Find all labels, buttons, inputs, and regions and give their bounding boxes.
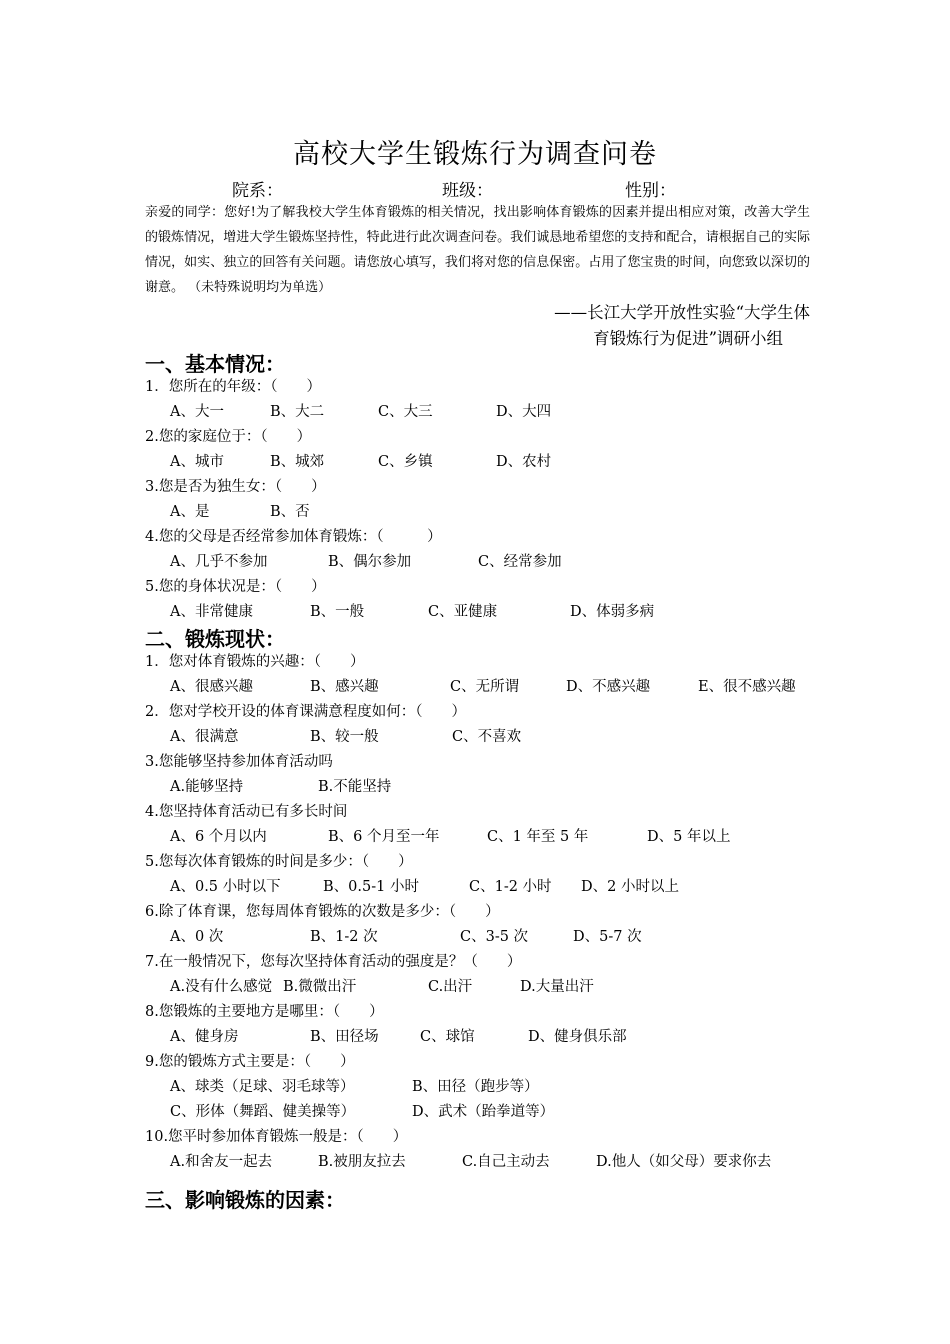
option: A、几乎不参加 <box>170 554 268 570</box>
option: D、健身俱乐部 <box>528 1029 627 1045</box>
option: B.被朋友拉去 <box>318 1154 406 1170</box>
option: A、很感兴趣 <box>170 679 253 695</box>
option: E、很不感兴趣 <box>698 679 796 695</box>
question: 4.您的父母是否经常参加体育锻炼：（ ） <box>145 529 442 545</box>
respondent-info-line <box>0 176 950 200</box>
gender-field-label: 性别： <box>625 181 676 201</box>
section-heading: 二、锻炼现状： <box>145 627 285 651</box>
option: A、大一 <box>170 404 224 420</box>
option: D、5-7 次 <box>573 929 642 945</box>
department-field-label: 院系： <box>232 181 283 201</box>
question: 2．您对学校开设的体育课满意程度如何：（ ） <box>145 704 466 720</box>
section-heading: 三、影响锻炼的因素： <box>145 1188 345 1212</box>
question: 6.除了体育课，您每周体育锻炼的次数是多少：（ ） <box>145 904 500 920</box>
option: D.他人（如父母）要求你去 <box>596 1154 772 1170</box>
option: A、城市 <box>170 454 224 470</box>
option: B、6 个月至一年 <box>328 829 440 845</box>
option: C.自己主动去 <box>462 1154 550 1170</box>
option: B、偶尔参加 <box>328 554 412 570</box>
option: B、一般 <box>310 604 365 620</box>
option: A.能够坚持 <box>170 779 244 795</box>
option: C.出汗 <box>428 979 473 995</box>
option: B.不能坚持 <box>318 779 392 795</box>
question: 5.您的身体状况是：（ ） <box>145 579 326 595</box>
question: 4.您坚持体育活动已有多长时间 <box>145 804 348 820</box>
option: A、6 个月以内 <box>170 829 267 845</box>
signature-line-1: ——长江大学开放性实验“大学生体 <box>554 303 810 322</box>
option: C、经常参加 <box>478 554 562 570</box>
option: B、否 <box>270 504 310 520</box>
option: B、感兴趣 <box>310 679 379 695</box>
question: 3.您是否为独生女：（ ） <box>145 479 326 495</box>
section-heading: 一、基本情况： <box>145 352 285 376</box>
question: 10.您平时参加体育锻炼一般是：（ ） <box>145 1129 408 1145</box>
option: A、是 <box>170 504 210 520</box>
option: A、0.5 小时以下 <box>170 879 281 895</box>
option: B、城郊 <box>270 454 325 470</box>
option: B、1-2 次 <box>310 929 378 945</box>
option: D、体弱多病 <box>570 604 655 620</box>
option: D.大量出汗 <box>520 979 594 995</box>
page-title: 高校大学生锻炼行为调查问卷 <box>293 139 657 170</box>
option: C、球馆 <box>420 1029 475 1045</box>
option: A、健身房 <box>170 1029 239 1045</box>
option: D、大四 <box>496 404 552 420</box>
option: C、乡镇 <box>378 454 433 470</box>
option: D、农村 <box>496 454 552 470</box>
option: C、亚健康 <box>428 604 498 620</box>
option: B、大二 <box>270 404 325 420</box>
option: A、很满意 <box>170 729 239 745</box>
signature-line-2: 育锻炼行为促进”调研小组 <box>593 329 783 348</box>
question: 9.您的锻炼方式主要是：（ ） <box>145 1054 355 1070</box>
option: D、5 年以上 <box>647 829 731 845</box>
option: C、大三 <box>378 404 433 420</box>
option: D、不感兴趣 <box>566 679 651 695</box>
class-field-label: 班级： <box>442 181 493 201</box>
option: B、田径（跑步等） <box>412 1079 539 1095</box>
option: A、非常健康 <box>170 604 253 620</box>
question: 2.您的家庭位于：（ ） <box>145 429 312 445</box>
question: 1．您对体育锻炼的兴趣：（ ） <box>145 654 365 670</box>
question: 7.在一般情况下，您每次坚持体育活动的强度是？（ ） <box>145 954 522 970</box>
option: B、田径场 <box>310 1029 379 1045</box>
question: 5.您每次体育锻炼的时间是多少：（ ） <box>145 854 413 870</box>
option: B、较一般 <box>310 729 379 745</box>
option: C、形体（舞蹈、健美操等） <box>170 1104 356 1120</box>
option: C、3-5 次 <box>460 929 529 945</box>
option: A.和舍友一起去 <box>170 1154 273 1170</box>
option: D、2 小时以上 <box>581 879 679 895</box>
option: A.没有什么感觉 <box>170 979 273 995</box>
option: D、武术（跆拳道等） <box>412 1104 555 1120</box>
option: B.微微出汗 <box>283 979 357 995</box>
option: C、无所谓 <box>450 679 520 695</box>
question: 1．您所在的年级：（ ） <box>145 379 321 395</box>
option: C、不喜欢 <box>452 729 522 745</box>
question: 3.您能够坚持参加体育活动吗 <box>145 754 333 770</box>
option: C、1 年至 5 年 <box>487 829 589 845</box>
option: B、0.5-1 小时 <box>323 879 419 895</box>
intro-paragraph: 亲爱的同学：您好!为了解我校大学生体育锻炼的相关情况，找出影响体育锻炼的因素并提出相应对策，改善大学生的锻炼情况，增进大学生锻炼坚持性，特此进行此次调查问卷。我们诚恳地希望您的支持和配合，请根据自己的实际情况，如实、独立的回答有关问题。请您放心填写，我们将对您的信息保密。占用了您宝贵的时间，向您致以深切的谢意。 （未特殊说明均为单选） <box>145 205 810 295</box>
question: 8.您锻炼的主要地方是哪里：（ ） <box>145 1004 384 1020</box>
option: A、球类（足球、羽毛球等） <box>170 1079 355 1095</box>
option: C、1-2 小时 <box>469 879 552 895</box>
option: A、0 次 <box>170 929 224 945</box>
